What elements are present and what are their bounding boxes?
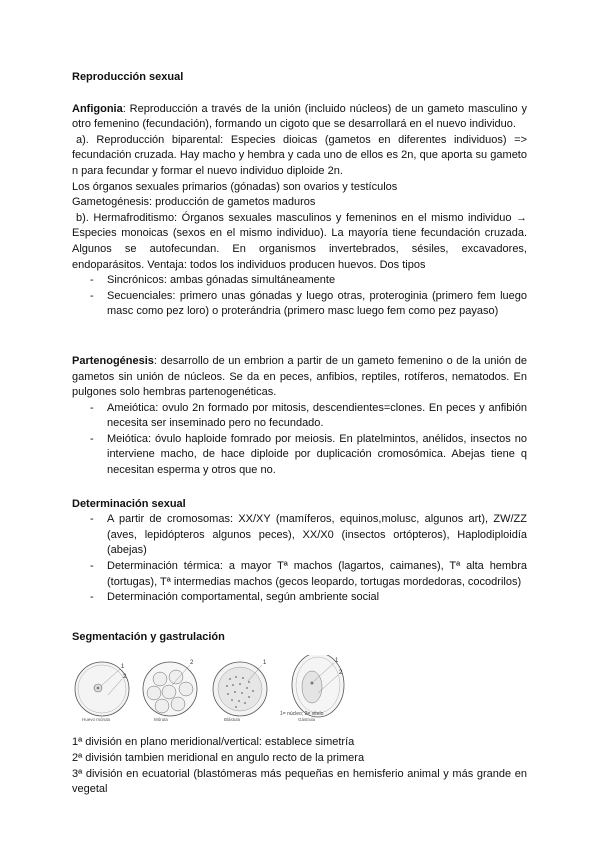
- partenogenesis-text: : desarrollo de un embrion a partir de un gameto femenino o de la unión de gametos sin unión de núcleos. Se da en peces, anfibios, reptiles, rotíferos, nematodos. En pulgones solo hembras partenogenéticas.: [72, 354, 527, 399]
- list-item: - A partir de cromosomas: XX/XY (mamíferos, equinos,molusc, algunos art), ZW/ZZ (aves, lepidópteros algunos peces), XX/X0 (insectos ortópteros), Haplodiploidía (abejas): [72, 512, 527, 559]
- egg-stage-drawing: [75, 662, 129, 716]
- partenogenesis-paragraph: [72, 354, 527, 401]
- segmentation-line: 3ª división en ecuatorial (blastómeras más pequeñas en hemisferio animal y más grande en vegetal: [72, 767, 527, 796]
- determinacion-list: [72, 512, 527, 606]
- figure-caption: Blástula: [224, 716, 241, 722]
- list-item: - Sincrónicos: ambas gónadas simultáneamente: [72, 273, 527, 289]
- list-item: - Determinación térmica: a mayor Tª machos (lagartos, caimanes), Tª alta hembra (tortugas), Tª intermedias machos (gecos leopardo, tortugas mordedoras, cocodrilos): [72, 559, 527, 590]
- anfigonia-text: : Reproducción a través de la unión (incluido núcleos) de un gameto masculino y otro femenino (fecundación), formando un cigoto que se desarrollará en el nuevo individuo.: [72, 102, 527, 131]
- gametogenesis-line: Gametogénesis: producción de gametos maduros: [72, 196, 316, 209]
- anfigonia-term: Anfigonia: [72, 102, 123, 115]
- hermafroditismo-paragraph: b). Hermafroditismo: Órganos sexuales masculinos y femeninos en el mismo individuo → Especies monoicas (sexos en el mismo individuo). La mayoría tiene fecundación cruzada. Algunos se autofecundan. En organismos invertebrados, sésiles, excavadores, endoparásitos. Ventaja: todos los individuos producen huevos. Dos tipos: [72, 211, 527, 271]
- figure-label: 1: [263, 660, 267, 667]
- figure-label: 2: [190, 660, 194, 667]
- figure-label: 1: [335, 658, 339, 665]
- segmentation-figure: [72, 655, 392, 725]
- figure-label: 1: [121, 664, 125, 671]
- blastula-stage-drawing: [213, 662, 267, 716]
- morula-stage-drawing: [143, 662, 197, 716]
- figure-legend-note: 1= núcleo; 2= vitelo: [280, 711, 324, 718]
- list-item: - Meiótica: óvulo haploide fomrado por meiosis. En platelmintos, anélidos, insectos no interviene macho, de hace diploide por duplicación cromosómica. Abejas tiene q necesitan esperma y otros que no.: [72, 432, 527, 479]
- figure-caption: Mórula: [154, 716, 168, 722]
- section-title-determinacion: Determinación sexual: [72, 497, 186, 510]
- partenogenesis-term: Partenogénesis: [72, 354, 154, 367]
- figure-label: 2: [123, 674, 127, 681]
- figure-label: 2: [339, 670, 343, 677]
- figure-caption: Huevo mórula: [82, 716, 111, 722]
- segmentation-line: 2ª división tambien meridional en angulo recto de la primera: [72, 752, 365, 764]
- hermafroditismo-types-list: [72, 273, 527, 320]
- document-content: [72, 70, 527, 798]
- figure-caption: Gástrula: [298, 716, 316, 722]
- list-item: - Determinación comportamental, según ambriente social: [72, 590, 527, 606]
- list-item: - Ameiótica: ovulo 2n formado por mitosis, descendientes=clones. En peces y anfibión necesita ser inseminado pero no fecundado.: [72, 401, 527, 432]
- section-title-segmentacion: Segmentación y gastrulación: [72, 630, 225, 643]
- list-item: - Secuenciales: primero unas gónadas y luego otras, proteroginia (primero fem luego masc como pez loro) o proterándria (primero masc luego fem como pez payaso): [72, 289, 527, 320]
- partenogenesis-list: [72, 401, 527, 479]
- anfigonia-paragraph: [72, 102, 527, 133]
- organos-line: Los órganos sexuales primarios (gónadas) son ovarios y testículos: [72, 180, 398, 193]
- segmentation-line: 1ª división en plano meridional/vertical: establece simetría: [72, 736, 355, 749]
- section-title-reproduccion: Reproducción sexual: [72, 71, 184, 83]
- biparental-paragraph: a). Reproducción biparental: Especies dioicas (gametos en diferentes individuos) => fecundación cruzada. Hay macho y hembra y cada uno de ellos es 2n, que aporta su gameto n para fecundar y formar el nuevo individuo diploide 2n.: [72, 133, 527, 177]
